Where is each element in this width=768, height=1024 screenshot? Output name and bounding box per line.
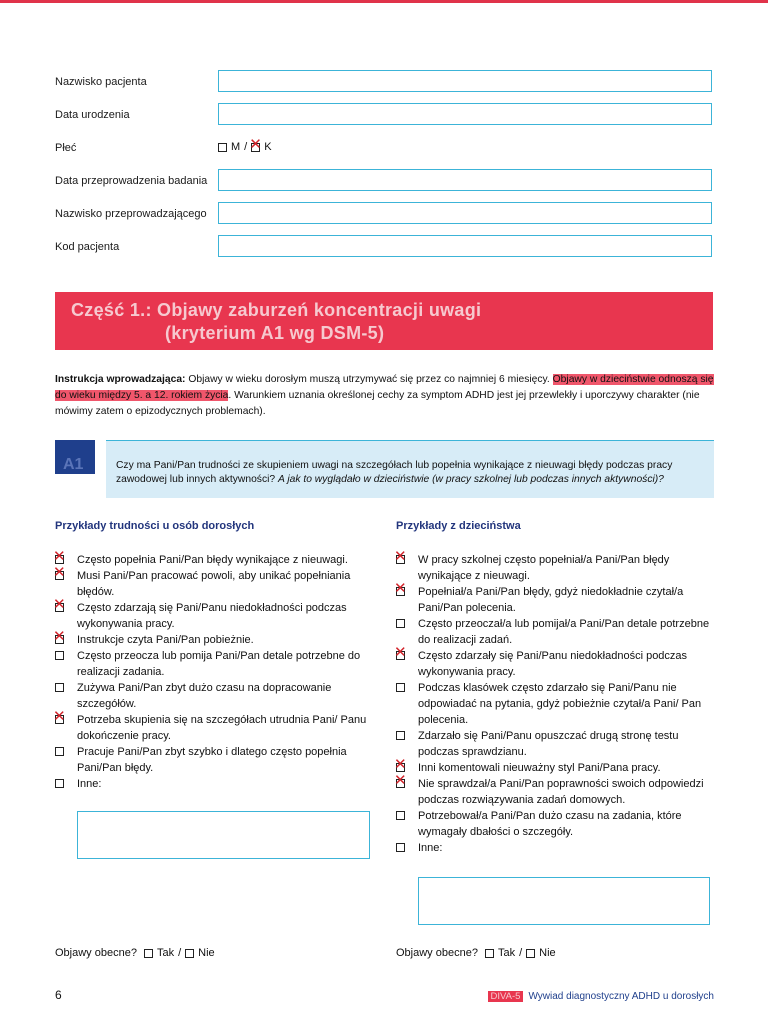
list-item bbox=[396, 680, 714, 728]
field-label-examiner-name: Nazwisko przeprowadzającego bbox=[55, 208, 207, 220]
item-checkbox[interactable] bbox=[396, 555, 405, 564]
item-checkbox[interactable] bbox=[396, 683, 405, 692]
item-text: Zużywa Pani/Pan zbyt dużo czasu na dopracowanie szczegółów. bbox=[77, 682, 332, 710]
exam-date-field[interactable] bbox=[218, 169, 712, 191]
item-checkbox[interactable] bbox=[396, 779, 405, 788]
list-item bbox=[396, 616, 714, 648]
childhood-symptoms-present bbox=[396, 947, 556, 959]
present-yes-label: Tak bbox=[156, 947, 175, 959]
list-item bbox=[396, 776, 714, 808]
present-yes-checkbox[interactable] bbox=[144, 949, 153, 958]
field-label-patient-code: Kod pacjenta bbox=[55, 241, 120, 253]
item-checkbox[interactable] bbox=[396, 619, 405, 628]
sex-selector bbox=[218, 141, 272, 153]
item-checkbox[interactable] bbox=[396, 587, 405, 596]
list-item bbox=[55, 568, 370, 600]
item-checkbox[interactable] bbox=[55, 651, 64, 660]
birth-date-field[interactable] bbox=[218, 103, 712, 125]
item-checkbox[interactable] bbox=[55, 555, 64, 564]
item-text: Często zdarzają się Pani/Panu niedokładności podczas wykonywania pracy. bbox=[77, 602, 347, 630]
list-item bbox=[396, 808, 714, 840]
present-no-label: Nie bbox=[198, 947, 215, 959]
sex-separator: / bbox=[244, 141, 248, 153]
top-accent-line bbox=[0, 0, 768, 3]
sex-m-label: M bbox=[231, 141, 241, 153]
field-label-birth-date: Data urodzenia bbox=[55, 109, 130, 121]
field-label-exam-date: Data przeprowadzenia badania bbox=[55, 175, 208, 187]
list-item bbox=[55, 680, 370, 712]
item-text: Inne: bbox=[77, 778, 102, 790]
patient-name-field[interactable] bbox=[218, 70, 712, 92]
item-text: Pracuje Pani/Pan zbyt szybko i dlatego często popełnia Pani/Pan błędy. bbox=[77, 746, 347, 774]
examiner-name-field[interactable] bbox=[218, 202, 712, 224]
item-text: Często przeoczał/a lub pomijał/a Pani/Pan detale potrzebne do realizacji zadań. bbox=[418, 618, 710, 646]
present-no-checkbox[interactable] bbox=[185, 949, 194, 958]
item-text: Musi Pani/Pan pracować powoli, aby unikać popełniania błędów. bbox=[77, 570, 351, 598]
present-separator: / bbox=[519, 947, 523, 959]
section-title-line2: (kryterium A1 wg DSM-5) bbox=[165, 323, 385, 343]
list-item bbox=[55, 712, 370, 744]
criterion-question-text: Czy ma Pani/Pan trudności ze skupieniem uwagi na szczegółach lub popełnia wynikające z nieuwagi błędy podczas pracy zawodowej lub innych aktywności? bbox=[116, 460, 673, 485]
list-item bbox=[396, 552, 714, 584]
present-no-checkbox[interactable] bbox=[526, 949, 535, 958]
criterion-question-italic: A jak to wyglądało w dzieciństwie (w pracy szkolnej lub podczas innych aktywności)? bbox=[277, 474, 664, 485]
footer-badge: DIVA-5 bbox=[488, 991, 524, 1002]
item-text: Popełniał/a Pani/Pan błędy, gdyż niedokładnie czytał/a Pani/Pan polecenia. bbox=[418, 586, 684, 614]
item-checkbox[interactable] bbox=[55, 779, 64, 788]
item-checkbox[interactable] bbox=[55, 747, 64, 756]
instruction-label: Instrukcja wprowadzająca: bbox=[55, 374, 186, 385]
adult-symptoms-present bbox=[55, 947, 215, 959]
present-yes-checkbox[interactable] bbox=[485, 949, 494, 958]
item-checkbox[interactable] bbox=[396, 763, 405, 772]
item-checkbox[interactable] bbox=[55, 715, 64, 724]
list-item bbox=[55, 600, 370, 632]
item-text: Inni komentowali nieuważny styl Pani/Pana pracy. bbox=[418, 762, 661, 774]
adult-examples-list bbox=[55, 552, 370, 792]
footer-title: Wywiad diagnostyczny ADHD u dorosłych bbox=[528, 991, 714, 1002]
sex-k-checkbox[interactable] bbox=[251, 143, 260, 152]
sex-m-checkbox[interactable] bbox=[218, 143, 227, 152]
item-text: Potrzeba skupienia się na szczegółach utrudnia Pani/ Panu dokończenie pracy. bbox=[77, 714, 367, 742]
list-item bbox=[55, 776, 370, 792]
list-item bbox=[55, 648, 370, 680]
field-label-patient-name: Nazwisko pacjenta bbox=[55, 76, 147, 88]
section-title-line1: Część 1.: Objawy zaburzeń koncentracji uwagi bbox=[71, 300, 482, 320]
item-text: Nie sprawdzał/a Pani/Pan poprawności swoich odpowiedzi podczas rozwiązywania zadań domowych. bbox=[418, 778, 704, 806]
item-text: Często popełnia Pani/Pan błędy wynikające z nieuwagi. bbox=[77, 554, 348, 566]
footer bbox=[488, 991, 714, 1002]
item-checkbox[interactable] bbox=[55, 635, 64, 644]
list-item bbox=[55, 744, 370, 776]
section-banner bbox=[55, 292, 713, 350]
list-item bbox=[396, 840, 714, 856]
childhood-examples-list bbox=[396, 552, 714, 856]
childhood-other-input[interactable] bbox=[418, 877, 710, 925]
criterion-question-box bbox=[106, 440, 714, 498]
list-item bbox=[396, 584, 714, 616]
item-checkbox[interactable] bbox=[396, 731, 405, 740]
item-text: Podczas klasówek często zdarzało się Pani/Panu nie odpowiadać na pytania, gdyż pobieżnie czytał/a Pani/ Pan polecenia. bbox=[418, 682, 702, 726]
item-text: Inne: bbox=[418, 842, 443, 854]
item-text: Zdarzało się Pani/Panu opuszczać drugą stronę testu podczas sprawdzianu. bbox=[418, 730, 679, 758]
instruction-text-1: Objawy w wieku dorosłym muszą utrzymywać się przez co najmniej 6 miesięcy. bbox=[185, 374, 553, 385]
item-text: Potrzebował/a Pani/Pan dużo czasu na zadania, które wymagały dbałości o szczegóły. bbox=[418, 810, 682, 838]
item-checkbox[interactable] bbox=[55, 603, 64, 612]
item-text: Instrukcje czyta Pani/Pan pobieżnie. bbox=[77, 634, 254, 646]
present-label: Objawy obecne? bbox=[396, 947, 478, 959]
item-checkbox[interactable] bbox=[55, 683, 64, 692]
instruction-highlight: Objawy w dzieciństwie odnoszą się do wieku między 5. a 12. rokiem życia bbox=[55, 374, 714, 401]
present-no-label: Nie bbox=[539, 947, 556, 959]
instruction-text-2: . Warunkiem uznania określonej cechy za symptom ADHD jest jej przewlekły i uporczywy charakter (nie mówimy zatem o epizodycznych problemach). bbox=[55, 390, 700, 417]
childhood-examples-heading: Przykłady z dzieciństwa bbox=[396, 520, 521, 532]
item-checkbox[interactable] bbox=[55, 571, 64, 580]
list-item bbox=[55, 552, 370, 568]
list-item bbox=[396, 760, 714, 776]
instruction-paragraph bbox=[55, 372, 715, 420]
present-separator: / bbox=[178, 947, 182, 959]
item-text: Często zdarzały się Pani/Panu niedokładności podczas wykonywania pracy. bbox=[418, 650, 688, 678]
sex-k-label: K bbox=[264, 141, 272, 153]
item-text: W pracy szkolnej często popełniał/a Pani/Pan błędy wynikające z nieuwagi. bbox=[418, 554, 670, 582]
page-number: 6 bbox=[55, 988, 62, 1002]
field-label-sex: Płeć bbox=[55, 142, 77, 154]
list-item bbox=[55, 632, 370, 648]
list-item bbox=[396, 728, 714, 760]
item-checkbox[interactable] bbox=[396, 811, 405, 820]
criterion-question bbox=[116, 459, 712, 487]
present-yes-label: Tak bbox=[497, 947, 516, 959]
adult-other-input[interactable] bbox=[77, 811, 370, 859]
item-checkbox[interactable] bbox=[396, 651, 405, 660]
item-text: Często przeocza lub pomija Pani/Pan detale potrzebne do realizacji zadania. bbox=[77, 650, 361, 678]
present-label: Objawy obecne? bbox=[55, 947, 137, 959]
adult-examples-heading: Przykłady trudności u osób dorosłych bbox=[55, 520, 255, 532]
patient-code-field[interactable] bbox=[218, 235, 712, 257]
criterion-tag-label: A1 bbox=[63, 456, 84, 473]
criterion-tag bbox=[55, 440, 95, 474]
list-item bbox=[396, 648, 714, 680]
item-checkbox[interactable] bbox=[396, 843, 405, 852]
